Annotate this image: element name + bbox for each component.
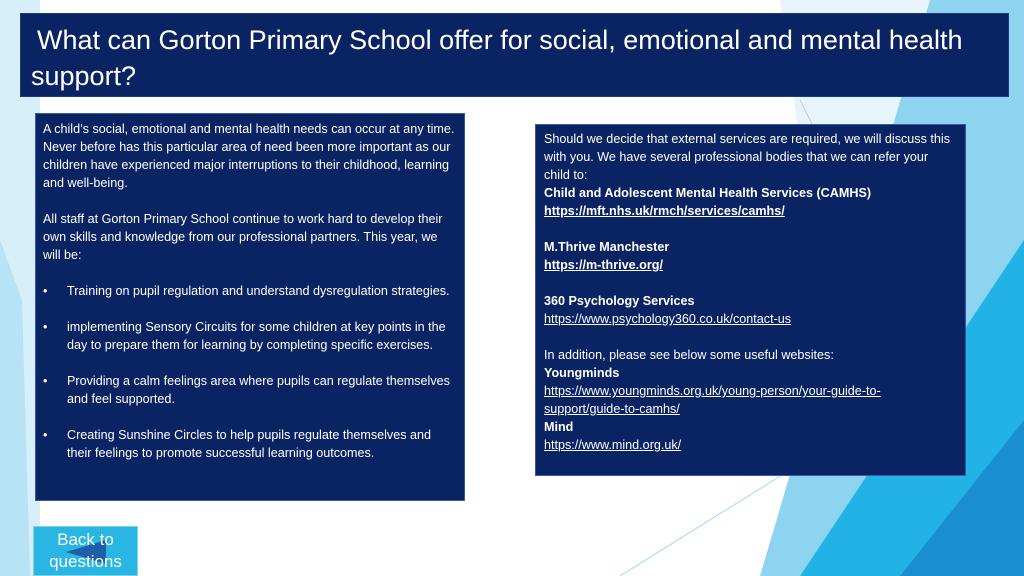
- back-to-questions-button[interactable]: [33, 526, 138, 576]
- mind-name: Mind: [544, 420, 574, 434]
- camhs-link[interactable]: https://mft.nhs.uk/rmch/services/camhs/: [544, 204, 785, 218]
- back-label-line1: Back to: [57, 530, 114, 549]
- thin-diagonal-line: [620, 470, 790, 576]
- bullet-icon: •: [43, 284, 48, 298]
- camhs-name: Child and Adolescent Mental Health Services (CAMHS): [544, 186, 872, 200]
- list-item: • Training on pupil regulation and understand dysregulation strategies.: [43, 284, 450, 298]
- mthrive-link[interactable]: https://m-thrive.org/: [544, 258, 663, 272]
- bullet-icon: •: [43, 320, 48, 334]
- staff-paragraph: All staff at Gorton Primary School continue to work hard to develop their own skills and knowledge from our professional partners. This year, we will be:: [43, 212, 443, 262]
- support-list: [43, 282, 456, 462]
- bullet-icon: •: [43, 428, 48, 442]
- mthrive-name: M.Thrive Manchester: [544, 240, 670, 254]
- external-services-panel: [535, 124, 966, 476]
- psychology-name: 360 Psychology Services: [544, 294, 695, 308]
- youngminds-name: Youngminds: [544, 366, 620, 380]
- page-title: What can Gorton Primary School offer for social, emotional and mental health support?: [20, 13, 1009, 97]
- list-item: • Providing a calm feelings area where pupils can regulate themselves and feel supported.: [43, 374, 450, 406]
- websites-intro: In addition, please see below some useful websites:: [544, 348, 834, 362]
- list-item: • implementing Sensory Circuits for some children at key points in the day to prepare them for learning by completing specific exercises.: [43, 320, 446, 352]
- back-label-line2: questions: [49, 552, 122, 571]
- school-support-panel: [35, 113, 465, 501]
- list-item: • Creating Sunshine Circles to help pupils regulate themselves and their feelings to promote successful learning outcomes.: [43, 428, 432, 460]
- mind-link[interactable]: https://www.mind.org.uk/: [544, 438, 682, 452]
- services-intro: Should we decide that external services are required, we will discuss this with you. We have several professional bodies that we can refer your child to:: [544, 132, 950, 182]
- intro-paragraph: A child’s social, emotional and mental health needs can occur at any time. Never before has this particular area of need been more important as our children have experienced major interruptions to their childhood, learning and well-being.: [43, 122, 455, 190]
- youngminds-link[interactable]: https://www.youngminds.org.uk/young-person/your-guide-to- support/guide-to-camhs/: [544, 384, 881, 416]
- bullet-icon: •: [43, 374, 48, 388]
- psychology-link[interactable]: https://www.psychology360.co.uk/contact-us: [544, 312, 792, 326]
